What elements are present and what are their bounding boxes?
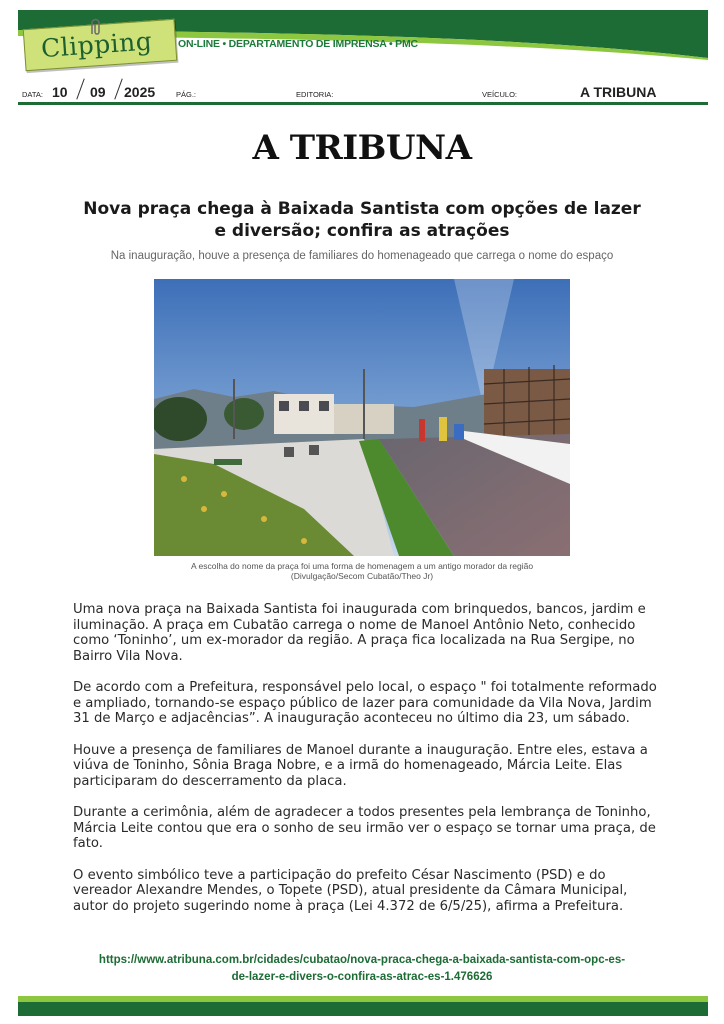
photo-caption-text: A escolha do nome da praça foi uma forma de homenagem a um antigo morador da região	[190, 561, 534, 571]
article-paragraph: O evento simbólico teve a participação do prefeito César Nascimento (PSD) e do vereador Alexandre Mendes, o Topete (PSD), atual presidente da Câmara Municipal, autor do projeto sugerindo nome à praça (Lei 4.372 de 6/5/25), afirma a Prefeitura.	[73, 867, 628, 914]
clipping-meta	[22, 78, 708, 102]
date-month: 09	[90, 84, 106, 100]
source-url[interactable]	[40, 952, 684, 986]
photo-credit: (Divulgação/Secom Cubatão/Theo Jr)	[290, 571, 434, 581]
plaza-photo-illustration	[154, 279, 570, 556]
meta-divider	[18, 102, 708, 105]
paperclip-icon	[88, 18, 110, 36]
source-url-line[interactable]: de-lazer-e-divers-o-confira-as-atrac-es-1.476626	[231, 971, 493, 983]
newspaper-masthead: A TRIBUNA	[252, 128, 472, 168]
date-year: 2025	[124, 84, 156, 100]
article-paragraph: Uma nova praça na Baixada Santista foi inaugurada com brinquedos, bancos, jardim e iluminação. A praça em Cubatão carrega o nome de Manoel Antônio Neto, conhecido como ‘Toninho’, um ex-morador da região. A praça fica localizada na Rua Sergipe, no Bairro Vila Nova.	[73, 602, 646, 664]
date-separator	[76, 78, 84, 99]
section-label: EDITORIA:	[296, 90, 334, 99]
clipping-logo-text: Clipping	[40, 26, 154, 64]
article-paragraph: De acordo com a Prefeitura, responsável pelo local, o espaço " foi totalmente reformado e ampliado, tornando-se espaço público de lazer para comunidade da Vila Nova, Jardim 31 de Março e adjacências”. A inauguração aconteceu no último dia 23, um sábado.	[73, 680, 657, 726]
photo-caption	[120, 561, 604, 581]
page-label: PÁG.:	[176, 90, 197, 99]
article-subhead: Na inauguração, houve a presença de familiares do homenageado que carrega o nome do espaço	[110, 250, 614, 262]
vehicle-label: VEÍCULO:	[482, 90, 518, 99]
article-body	[73, 602, 663, 930]
article-paragraph: Durante a cerimônia, além de agradecer a todos presentes pela lembrança de Toninho, Márcia Leite contou que era o sonho de seu irmão ver o espaço se tornar uma praça, de fato.	[73, 805, 656, 851]
source-url-line[interactable]: https://www.atribuna.com.br/cidades/cubatao/nova-praca-chega-a-baixada-santista-com-opc-es-	[98, 954, 626, 966]
footer-dark-bar	[18, 1002, 708, 1016]
department-label: ON-LINE • DEPARTAMENTO DE IMPRENSA • PMC	[178, 38, 418, 50]
date-label: DATA:	[22, 90, 43, 99]
article-photo	[154, 279, 570, 556]
date-day: 10	[52, 84, 68, 100]
date-separator	[114, 78, 122, 99]
article-paragraph: Houve a presença de familiares de Manoel durante a inauguração. Entre eles, estava a viúva de Toninho, Sônia Braga Nobre, e a irmã do homenageado, Márcia Leite. Elas participaram do descerramento da placa.	[73, 742, 648, 789]
vehicle-name: A TRIBUNA	[580, 84, 657, 100]
article-headline: Nova praça chega à Baixada Santista com opções de lazer e diversão; confira as atrações	[83, 199, 641, 241]
